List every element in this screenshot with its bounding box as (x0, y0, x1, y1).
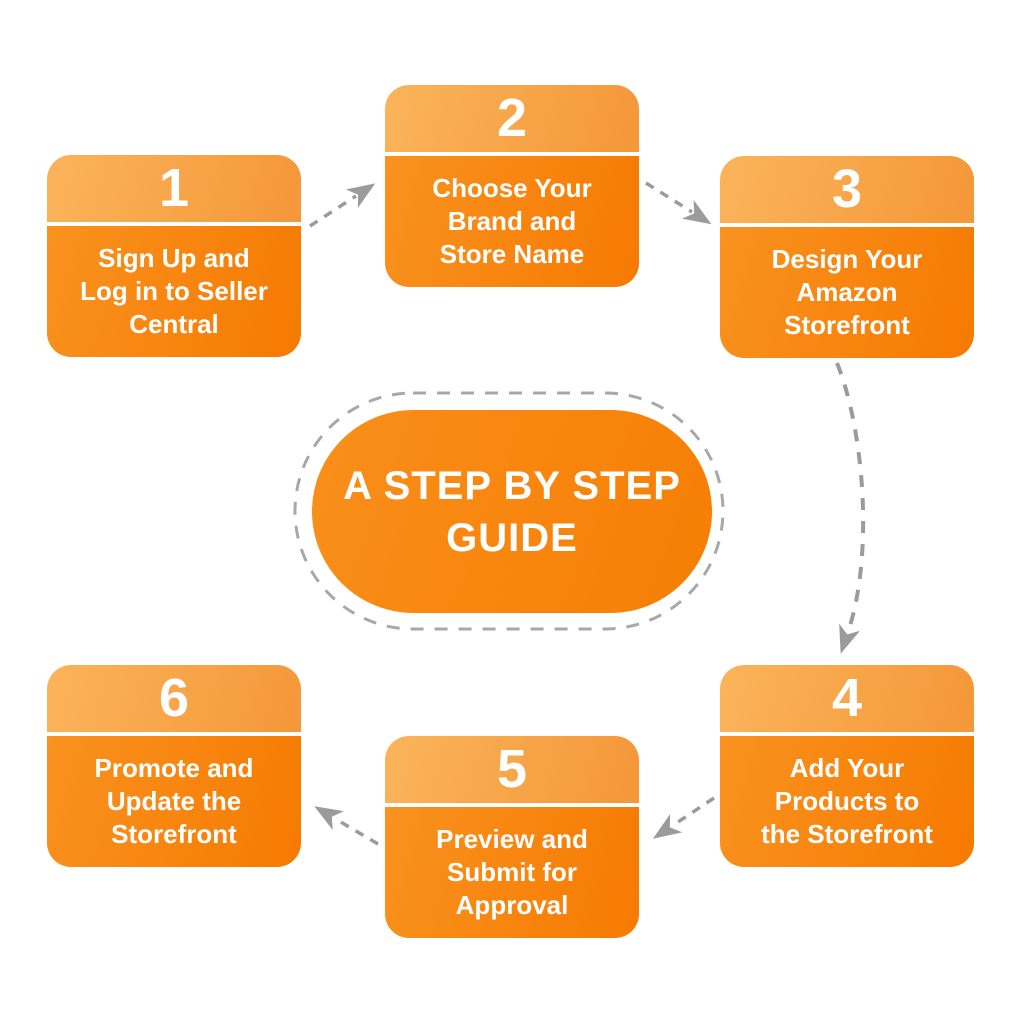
step-4-header (720, 665, 974, 736)
step-card-2 (385, 85, 639, 287)
step-4-number: 4 (831, 667, 863, 728)
step-2-header (385, 85, 639, 156)
step-3-number: 3 (831, 158, 863, 219)
step-5-header (385, 736, 639, 807)
step-6-number: 6 (158, 667, 190, 728)
step-2-number: 2 (496, 87, 528, 148)
step-5-number: 5 (496, 738, 528, 799)
arrow-step4-to-step5-icon (672, 798, 714, 826)
center-title-line-1: A STEP BY STEP (343, 463, 681, 508)
step-3-title: Design Your Amazon Storefront (720, 227, 974, 358)
step-card-5 (385, 736, 639, 938)
step-card-3 (720, 156, 974, 358)
arrow-step1-to-step2-icon (310, 196, 356, 226)
arrow-step5-to-step6-icon (334, 818, 378, 844)
step-1-number: 1 (158, 157, 190, 218)
step-card-1 (47, 155, 301, 357)
step-1-header (47, 155, 301, 226)
step-4-title: Add Your Products to the Storefront (720, 736, 974, 867)
step-6-title: Promote and Update the Storefront (47, 736, 301, 867)
center-title-pill (312, 410, 712, 613)
step-6-header (47, 665, 301, 736)
arrow-step2-to-step3-icon (646, 183, 692, 212)
step-1-title: Sign Up and Log in to Seller Central (47, 226, 301, 357)
step-card-6 (47, 665, 301, 867)
step-card-4 (720, 665, 974, 867)
step-5-title: Preview and Submit for Approval (385, 807, 639, 938)
center-title-line-2: GUIDE (446, 515, 578, 560)
step-2-title: Choose Your Brand and Store Name (385, 156, 639, 287)
step-3-header (720, 156, 974, 227)
arrow-step3-to-step4-icon (837, 363, 863, 632)
